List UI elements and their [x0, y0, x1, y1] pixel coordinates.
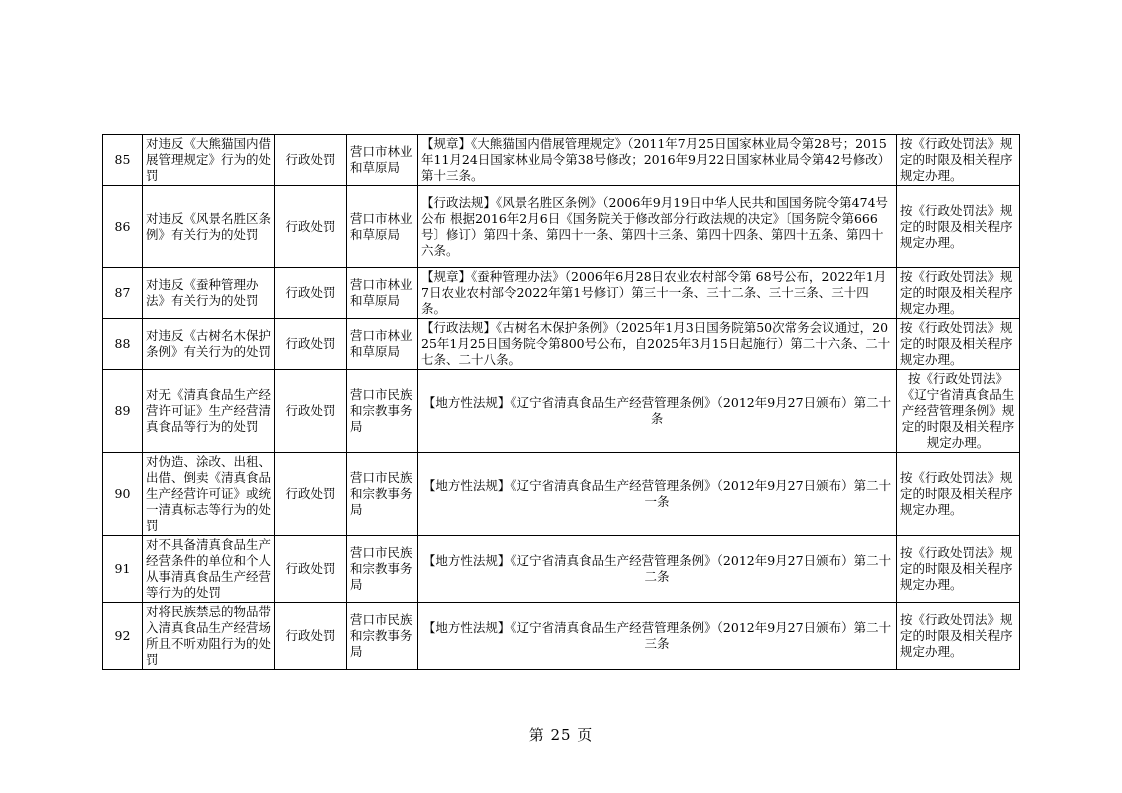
table-row	[103, 370, 1020, 453]
row-number: 91	[103, 536, 143, 603]
power-type: 行政处罚	[275, 319, 347, 370]
row-number: 92	[103, 603, 143, 670]
item-name: 对无《清真食品生产经营许可证》生产经营清真食品等行为的处罚	[143, 370, 275, 453]
power-type: 行政处罚	[275, 268, 347, 319]
row-number: 90	[103, 453, 143, 536]
procedure-note: 按《行政处罚法》规定的时限及相关程序规定办理。	[897, 186, 1020, 268]
row-number: 85	[103, 135, 143, 186]
responsible-department: 营口市林业和草原局	[347, 319, 418, 370]
power-type: 行政处罚	[275, 603, 347, 670]
power-type: 行政处罚	[275, 135, 347, 186]
item-name: 对违反《风景名胜区条例》有关行为的处罚	[143, 186, 275, 268]
legal-basis: 【地方性法规】《辽宁省清真食品生产经营管理条例》（2012年9月27日颁布）第二十条	[418, 370, 897, 453]
procedure-note: 按《行政处罚法》规定的时限及相关程序规定办理。	[897, 536, 1020, 603]
item-name: 对伪造、涂改、出租、出借、倒卖《清真食品生产经营许可证》或统一清真标志等行为的处罚	[143, 453, 275, 536]
legal-basis: 【地方性法规】《辽宁省清真食品生产经营管理条例》（2012年9月27日颁布）第二十二条	[418, 536, 897, 603]
row-number: 87	[103, 268, 143, 319]
responsible-department: 营口市民族和宗教事务局	[347, 370, 418, 453]
procedure-note: 按《行政处罚法》规定的时限及相关程序规定办理。	[897, 603, 1020, 670]
legal-basis: 【规章】《大熊猫国内借展管理规定》（2011年7月25日国家林业局令第28号；2015年11月24日国家林业局令第38号修改；2016年9月22日国家林业局令第42号修改）第十三条。	[418, 135, 897, 186]
table-row	[103, 536, 1020, 603]
legal-basis: 【地方性法规】《辽宁省清真食品生产经营管理条例》（2012年9月27日颁布）第二十一条	[418, 453, 897, 536]
item-name: 对将民族禁忌的物品带入清真食品生产经营场所且不听劝阻行为的处罚	[143, 603, 275, 670]
responsible-department: 营口市民族和宗教事务局	[347, 536, 418, 603]
item-name: 对违反《大熊猫国内借展管理规定》行为的处罚	[143, 135, 275, 186]
responsible-department: 营口市民族和宗教事务局	[347, 603, 418, 670]
table-row	[103, 268, 1020, 319]
item-name: 对不具备清真食品生产经营条件的单位和个人从事清真食品生产经营等行为的处罚	[143, 536, 275, 603]
responsible-department: 营口市林业和草原局	[347, 135, 418, 186]
legal-basis: 【地方性法规】《辽宁省清真食品生产经营管理条例》（2012年9月27日颁布）第二十三条	[418, 603, 897, 670]
power-type: 行政处罚	[275, 186, 347, 268]
item-name: 对违反《蚕种管理办法》有关行为的处罚	[143, 268, 275, 319]
procedure-note: 按《行政处罚法》规定的时限及相关程序规定办理。	[897, 319, 1020, 370]
item-name: 对违反《古树名木保护条例》有关行为的处罚	[143, 319, 275, 370]
procedure-note: 按《行政处罚法》规定的时限及相关程序规定办理。	[897, 268, 1020, 319]
row-number: 88	[103, 319, 143, 370]
row-number: 89	[103, 370, 143, 453]
legal-basis: 【行政法规】《风景名胜区条例》（2006年9月19日中华人民共和国国务院令第474号公布 根据2016年2月6日《国务院关于修改部分行政法规的决定》〔国务院令第666号〕修订）第四十条、第四十一条、第四十三条、第四十四条、第四十五条、第四十六条。	[418, 186, 897, 268]
responsible-department: 营口市民族和宗教事务局	[347, 453, 418, 536]
table-row	[103, 135, 1020, 186]
table-row	[103, 603, 1020, 670]
procedure-note: 按《行政处罚法》规定的时限及相关程序规定办理。	[897, 453, 1020, 536]
legal-basis: 【行政法规】《古树名木保护条例》（2025年1月3日国务院第50次常务会议通过，2025年1月25日国务院令第800号公布，自2025年3月15日起施行）第二十六条、二十七条、二十八条。	[418, 319, 897, 370]
table-row	[103, 319, 1020, 370]
responsible-department: 营口市林业和草原局	[347, 186, 418, 268]
responsible-department: 营口市林业和草原局	[347, 268, 418, 319]
penalty-items-table	[102, 134, 1020, 670]
page-number: 第 25 页	[528, 726, 594, 744]
legal-basis: 【规章】《蚕种管理办法》（2006年6月28日农业农村部令第 68号公布，2022年1月7日农业农村部令2022年第1号修订）第三十一条、三十二条、三十三条、三十四条。	[418, 268, 897, 319]
power-type: 行政处罚	[275, 453, 347, 536]
table-row	[103, 186, 1020, 268]
row-number: 86	[103, 186, 143, 268]
procedure-note: 按《行政处罚法》《辽宁省清真食品生产经营管理条例》规定的时限及相关程序规定办理。	[897, 370, 1020, 453]
procedure-note: 按《行政处罚法》规定的时限及相关程序规定办理。	[897, 135, 1020, 186]
power-type: 行政处罚	[275, 370, 347, 453]
power-type: 行政处罚	[275, 536, 347, 603]
table-row	[103, 453, 1020, 536]
